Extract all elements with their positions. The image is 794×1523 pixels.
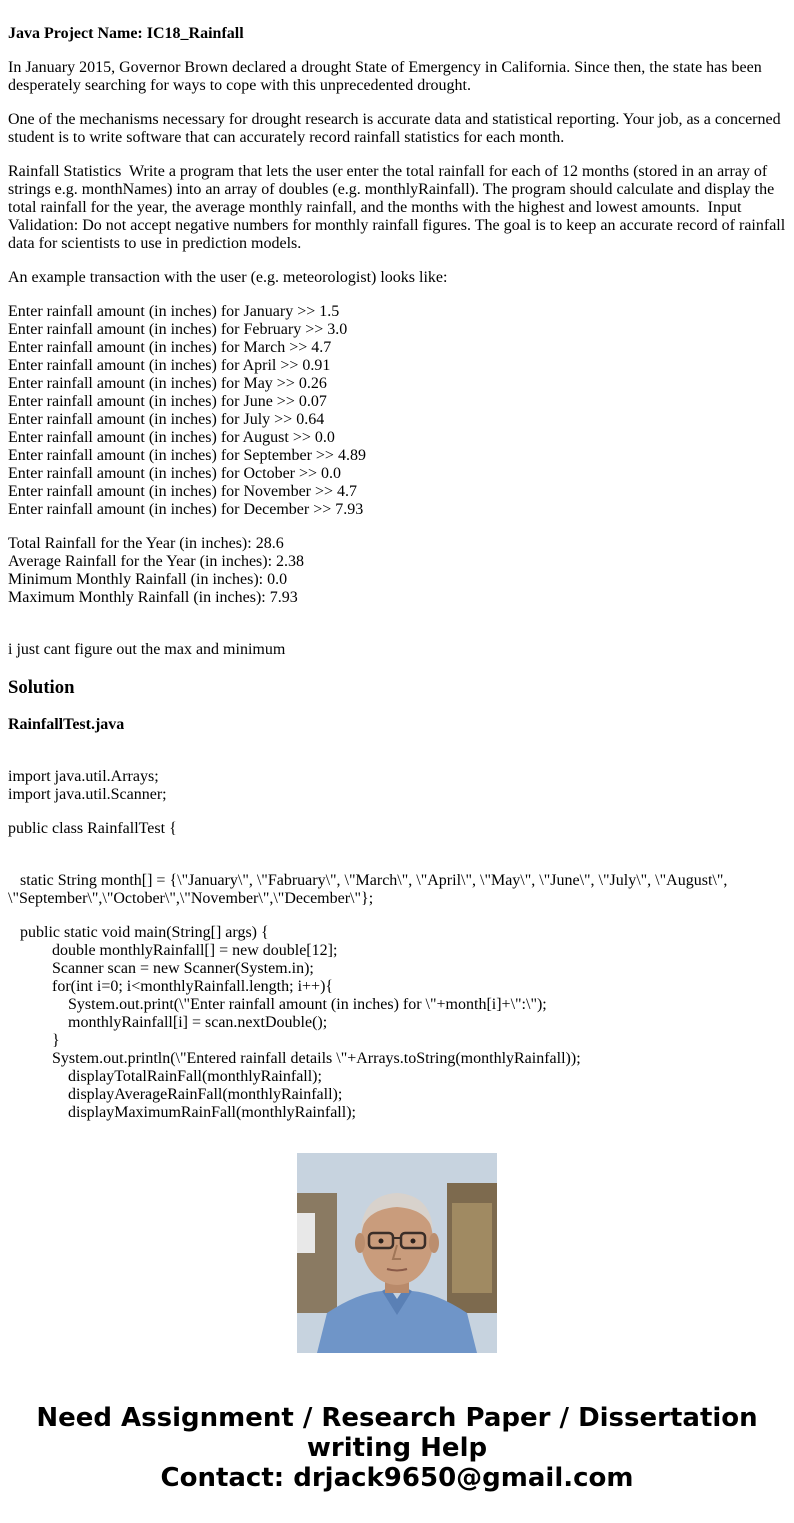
- code-line: System.out.println(\"Entered rainfall details \"+Arrays.toString(monthlyRainfall));: [8, 1050, 581, 1067]
- transaction-line: Enter rainfall amount (in inches) for March >> 4.7: [8, 339, 332, 356]
- solution-filename: RainfallTest.java: [8, 716, 125, 733]
- banner-line-2: writing Help: [306, 1433, 488, 1463]
- code-line: System.out.print(\"Enter rainfall amount (in inches) for \"+month[i]+\":\");: [8, 996, 547, 1013]
- question-text: i just cant figure out the max and minimum: [8, 641, 286, 658]
- imports-block: [8, 768, 788, 804]
- transaction-line: Enter rainfall amount (in inches) for December >> 7.93: [8, 501, 364, 518]
- summary-line: Minimum Monthly Rainfall (in inches): 0.0: [8, 571, 288, 588]
- banner-line-1: Need Assignment / Research Paper / Dissertation: [36, 1403, 758, 1433]
- main-method-block: [8, 924, 788, 1122]
- promo-banner: [0, 1403, 794, 1493]
- code-line: displayTotalRainFall(monthlyRainfall);: [8, 1068, 322, 1085]
- code-line: displayMaximumRainFall(monthlyRainfall);: [8, 1104, 356, 1121]
- portrait-illustration: [297, 1153, 497, 1353]
- code-line: monthlyRainfall[i] = scan.nextDouble();: [8, 1014, 328, 1031]
- banner-contact: Contact: drjack9650@gmail.com: [160, 1463, 634, 1493]
- code-line: double monthlyRainfall[] = new double[12];: [8, 942, 338, 959]
- project-title: Java Project Name: IC18_Rainfall: [8, 25, 244, 42]
- transaction-block: [8, 303, 788, 519]
- code-line: }: [8, 1032, 60, 1049]
- paragraph-requirements: Rainfall Statistics Write a program that lets the user enter the total rainfall for each of 12 months (stored in an array of strings e.g. monthNames) into an array of doubles (e.g. monthlyRainfall). The program should calculate and display the total rainfall for the year, the average monthly rainfall, and the months with the highest and lowest amounts. Input Validation: Do not accept negative numbers for monthly rainfall figures. The goal is to keep an accurate record of rainfall data for scientists to use in prediction models.: [8, 163, 790, 252]
- summary-block: [8, 535, 788, 607]
- article-content: [8, 0, 788, 1125]
- code-line: import java.util.Scanner;: [8, 786, 167, 803]
- transaction-line: Enter rainfall amount (in inches) for November >> 4.7: [8, 483, 358, 500]
- code-line: public static void main(String[] args) {: [8, 924, 269, 941]
- month-array-line: static String month[] = {\"January\", \"Fabruary\", \"March\", \"April\", \"May\", \"June\", \"July\", \"August\", \"September\",\"October\",\"November\",\"December\"};: [8, 872, 732, 907]
- transaction-line: Enter rainfall amount (in inches) for January >> 1.5: [8, 303, 340, 320]
- transaction-line: Enter rainfall amount (in inches) for July >> 0.64: [8, 411, 325, 428]
- summary-line: Average Rainfall for the Year (in inches): 2.38: [8, 553, 305, 570]
- code-line: Scanner scan = new Scanner(System.in);: [8, 960, 314, 977]
- class-declaration: public class RainfallTest {: [8, 820, 177, 837]
- summary-line: Maximum Monthly Rainfall (in inches): 7.93: [8, 589, 298, 606]
- transaction-line: Enter rainfall amount (in inches) for September >> 4.89: [8, 447, 366, 464]
- solution-heading: Solution: [8, 677, 75, 698]
- transaction-line: Enter rainfall amount (in inches) for August >> 0.0: [8, 429, 335, 446]
- author-avatar: [297, 1153, 497, 1353]
- transaction-line: Enter rainfall amount (in inches) for February >> 3.0: [8, 321, 348, 338]
- transaction-line: Enter rainfall amount (in inches) for June >> 0.07: [8, 393, 327, 410]
- paragraph-intro: In January 2015, Governor Brown declared a drought State of Emergency in California. Since then, the state has been desperately searching for ways to cope with this unprecedented drought.: [8, 59, 766, 94]
- summary-line: Total Rainfall for the Year (in inches): 28.6: [8, 535, 284, 552]
- paragraph-mechanisms: One of the mechanisms necessary for drought research is accurate data and statistical reporting. Your job, as a concerned student is to write software that can accurately record rainfall statistics for each month.: [8, 111, 785, 146]
- paragraph-example-intro: An example transaction with the user (e.g. meteorologist) looks like:: [8, 269, 448, 286]
- code-line: for(int i=0; i<monthlyRainfall.length; i++){: [8, 978, 334, 995]
- code-line: displayAverageRainFall(monthlyRainfall);: [8, 1086, 343, 1103]
- transaction-line: Enter rainfall amount (in inches) for October >> 0.0: [8, 465, 342, 482]
- code-line: import java.util.Arrays;: [8, 768, 159, 785]
- transaction-line: Enter rainfall amount (in inches) for May >> 0.26: [8, 375, 327, 392]
- transaction-line: Enter rainfall amount (in inches) for April >> 0.91: [8, 357, 331, 374]
